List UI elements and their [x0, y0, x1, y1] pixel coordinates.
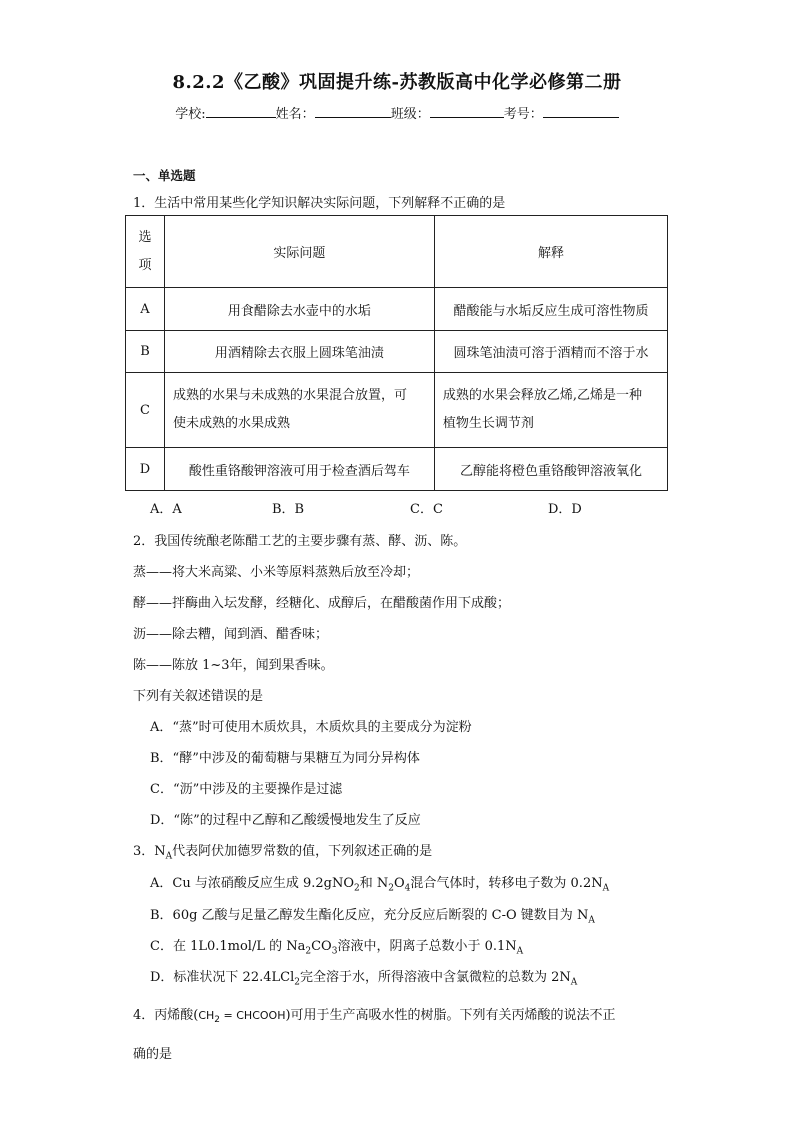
student-info-line [0, 103, 794, 122]
row-option: A [126, 288, 165, 331]
question-2-choice-a[interactable]: A．“蒸”时可使用木质炊具，木质炊具的主要成分为淀粉 [150, 720, 472, 735]
row-explain [434, 373, 667, 448]
q4-formula-sub: 2 [214, 1015, 221, 1026]
question-4-stem [133, 1004, 616, 1025]
q3a-part: 混合气体时，转移电子数为 0.2N [410, 876, 603, 891]
q4-formula [198, 1009, 286, 1026]
row-explain: 醋酸能与水垢反应生成可溶性物质 [434, 288, 667, 331]
section-heading: 一、单选题 [133, 168, 196, 183]
q4-formula-b: = CHCOOH [220, 1009, 286, 1022]
row-problem: 用食醋除去水壶中的水垢 [164, 288, 434, 331]
table-row [126, 331, 668, 373]
question-4-stem-line2: 确的是 [133, 1047, 173, 1062]
question-2-step: 蒸——将大米高粱、小米等原料蒸熟后放至冷却； [133, 565, 420, 580]
q4-suffix: )可用于生产高吸水性的树脂。下列有关丙烯酸的说法不正 [285, 1008, 616, 1023]
q3-stem-suffix: 代表阿伏加德罗常数的值，下列叙述正确的是 [172, 844, 433, 859]
q3a-sub: 4 [404, 883, 411, 894]
q3b-part: B．60g 乙酸与足量乙醇发生酯化反应，充分反应后断裂的 C-O 键数目为 N [150, 908, 589, 923]
question-2-step: 沥——除去糟，闻到酒、醋香味； [133, 627, 329, 642]
school-label: 学校: [175, 107, 206, 122]
header-problem: 实际问题 [164, 216, 434, 288]
question-3-stem [133, 840, 432, 862]
row-explain: 圆珠笔油渍可溶于酒精而不溶于水 [434, 331, 667, 373]
row-problem: 用酒精除去衣服上圆珠笔油渍 [164, 331, 434, 373]
q3a-part: 和 N [359, 876, 389, 891]
header-option [126, 216, 165, 288]
class-label: 班级： [390, 107, 430, 122]
page-title: 8.2.2《乙酸》巩固提升练-苏教版高中化学必修第二册 [172, 72, 622, 93]
question-3-choice-d[interactable] [150, 966, 577, 988]
header-option-line1: 选 [138, 229, 152, 245]
q4-prefix: 4．丙烯酸( [133, 1008, 199, 1023]
question-3-choice-a[interactable] [150, 872, 609, 894]
header-option-line2: 项 [138, 257, 152, 273]
question-2-choice-d[interactable]: D．“陈”的过程中乙醇和乙酸缓慢地发生了反应 [150, 813, 421, 828]
number-label: 考号： [503, 107, 543, 122]
row-problem [164, 373, 434, 448]
name-blank[interactable] [315, 105, 391, 118]
q3d-part: D．标准状况下 22.4LCl [150, 970, 295, 985]
q3a-part: A．Cu 与浓硝酸反应生成 9.2gNO [150, 876, 355, 891]
row-problem: 酸性重铬酸钾溶液可用于检查酒后驾车 [164, 448, 434, 491]
q4-formula-a: CH [198, 1009, 215, 1022]
table-header-row [126, 216, 668, 288]
class-blank[interactable] [430, 105, 504, 118]
q3-stem-prefix: 3．N [133, 844, 166, 859]
q3a-sub: 2 [388, 883, 394, 894]
school-blank[interactable] [206, 105, 276, 118]
question-2-prompt: 下列有关叙述错误的是 [133, 689, 264, 704]
q3-stem-sub: A [165, 851, 173, 862]
question-1-table [125, 215, 668, 491]
q3a-part: O [394, 876, 405, 891]
table-row [126, 288, 668, 331]
q3a-sub: 2 [354, 883, 360, 894]
q3d-sub: A [570, 977, 578, 988]
question-1-choice-c[interactable]: C．C [410, 502, 443, 517]
question-2-choice-b[interactable]: B．“酵”中涉及的葡萄糖与果糖互为同分异构体 [150, 751, 420, 766]
question-1-choice-d[interactable]: D．D [548, 502, 582, 517]
q3c-sub: 3 [331, 946, 338, 957]
q3c-sub: 2 [305, 946, 312, 957]
q3c-part: CO [311, 939, 332, 954]
number-blank[interactable] [543, 105, 619, 118]
question-3-choice-b[interactable] [150, 904, 595, 926]
row-option: C [126, 373, 165, 448]
row-explain: 乙醇能将橙色重铬酸钾溶液氧化 [434, 448, 667, 491]
question-2-stem: 2．我国传统酿老陈醋工艺的主要步骤有蒸、酵、沥、陈。 [133, 534, 467, 549]
question-1-stem: 1．生活中常用某些化学知识解决实际问题，下列解释不正确的是 [133, 196, 506, 211]
question-1-choice-a[interactable]: A．A [150, 502, 182, 517]
question-3-choice-c[interactable] [150, 935, 523, 957]
question-2-step: 酵——拌酶曲入坛发酵，经糖化、成醇后，在醋酸菌作用下成酸； [133, 596, 511, 611]
question-2-step: 陈——陈放 1~3年，闻到果香味。 [133, 658, 334, 673]
table-row [126, 448, 668, 491]
row-option: B [126, 331, 165, 373]
row-explain-line2: 植物生长调节剂 [442, 416, 534, 431]
header-explain: 解释 [434, 216, 667, 288]
row-problem-line2: 使未成熟的水果成熟 [172, 416, 290, 431]
table-row [126, 373, 668, 448]
q3d-part: 完全溶于水，所得溶液中含氯微粒的总数为 2N [299, 970, 571, 985]
question-1-choice-b[interactable]: B．B [272, 502, 305, 517]
name-label: 姓名： [275, 107, 315, 122]
row-explain-line1: 成熟的水果会释放乙烯,乙烯是一种 [442, 388, 643, 403]
question-2-choice-c[interactable]: C．“沥”中涉及的主要操作是过滤 [150, 782, 343, 797]
row-problem-line1: 成熟的水果与未成熟的水果混合放置，可 [172, 388, 407, 403]
q3c-sub: A [516, 946, 524, 957]
q3c-part: 溶液中，阴离子总数小于 0.1N [337, 939, 517, 954]
q3b-sub: A [588, 915, 595, 926]
q3a-sub: A [602, 883, 610, 894]
q3d-sub: 2 [294, 977, 300, 988]
row-option: D [126, 448, 165, 491]
q3c-part: C．在 1L0.1mol/L 的 Na [150, 939, 306, 954]
